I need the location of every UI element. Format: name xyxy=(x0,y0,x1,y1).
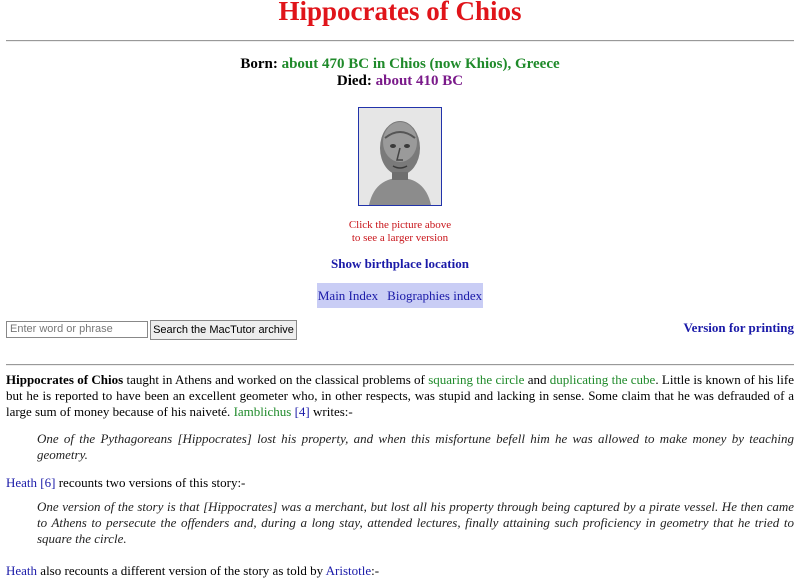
quotation: One version of the story is that [Hippocrates] was a merchant, but lost all his property through being captured by a pirate vessel. He then came to Athens to persecute the offenders and, during a long stay, attended lectures, finally attaining such proficiency in geometry that he tried to square the circle. xyxy=(37,499,794,546)
reference-link[interactable]: [4] xyxy=(294,404,310,419)
paragraph xyxy=(6,372,794,420)
caption-line: Click the picture above xyxy=(348,219,452,231)
text: :- xyxy=(371,563,380,578)
search-button[interactable]: Search the MacTutor archive xyxy=(150,320,297,340)
text: writes:- xyxy=(309,404,353,419)
reference-link[interactable]: [6] xyxy=(40,475,56,490)
divider xyxy=(6,364,794,366)
iamblichus-link[interactable]: Iamblichus xyxy=(233,404,292,419)
biographies-index-link[interactable]: Biographies index xyxy=(387,288,483,303)
divider xyxy=(6,40,794,42)
page-title: Hippocrates of Chios xyxy=(278,0,522,26)
died-label: Died: xyxy=(336,73,372,89)
born-value-link[interactable]: about 470 BC in Chios (now Khios), Greece xyxy=(281,56,560,72)
text: and xyxy=(524,372,550,387)
born-label: Born: xyxy=(240,56,278,72)
text: recounts two versions of this story:- xyxy=(55,475,246,490)
died-line xyxy=(0,73,800,90)
duplicating-cube-link[interactable]: duplicating the cube xyxy=(549,372,656,387)
quotation: One of the Pythagoreans [Hippocrates] lost his property, and when this misfortune befell him he was allowed to make money by teaching geometry. xyxy=(37,431,794,462)
subject-name: Hippocrates of Chios xyxy=(6,372,124,387)
search-input[interactable]: Enter word or phrase xyxy=(6,321,148,338)
heath-link[interactable]: Heath xyxy=(6,475,38,490)
main-index-link[interactable]: Main Index xyxy=(317,288,379,303)
paragraph xyxy=(6,563,379,579)
portrait-bust-icon xyxy=(359,108,441,205)
aristotle-link[interactable]: Aristotle xyxy=(325,563,372,578)
text: . Little is known of his life but he is reported to have been an excellent geometer who, in other respects, was stupid and lacking in sense. Some claim that he was defrauded of a large sum of money because of his naiveté. xyxy=(6,372,795,419)
print-version-link[interactable]: Version for printing xyxy=(683,320,794,335)
caption-line: to see a larger version xyxy=(351,232,449,244)
picture-caption xyxy=(0,219,800,245)
text: also recounts a different version of the story as told by xyxy=(37,563,326,578)
life-dates xyxy=(0,56,800,90)
index-nav xyxy=(317,283,483,308)
died-value-link[interactable]: about 410 BC xyxy=(375,73,464,89)
birthplace-link[interactable]: Show birthplace location xyxy=(331,256,469,271)
text: taught in Athens and worked on the classical problems of xyxy=(123,372,429,387)
born-line xyxy=(0,56,800,73)
paragraph xyxy=(6,475,245,491)
squaring-circle-link[interactable]: squaring the circle xyxy=(428,372,525,387)
heath-link[interactable]: Heath xyxy=(6,563,38,578)
birthplace-row xyxy=(0,256,800,272)
portrait-image[interactable] xyxy=(358,107,442,206)
